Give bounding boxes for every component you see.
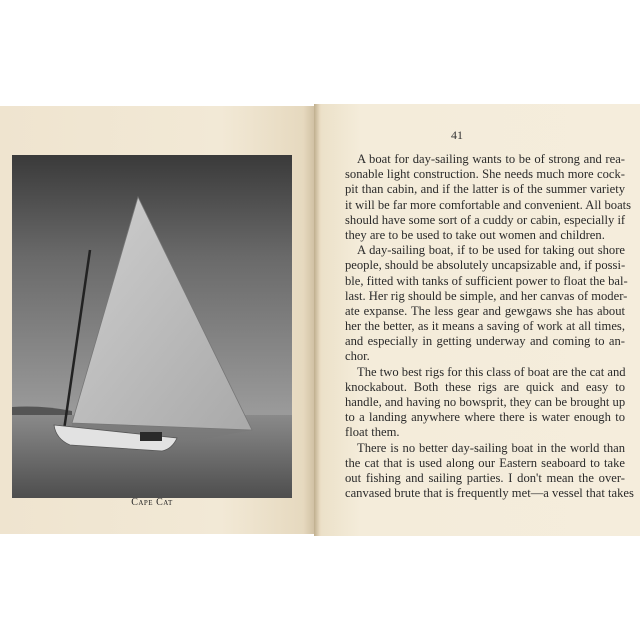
text-line: sonable light construction. She needs much more cock- bbox=[345, 167, 625, 182]
sailboat-photo bbox=[12, 155, 292, 498]
paragraph bbox=[345, 365, 625, 441]
paragraph bbox=[345, 243, 628, 365]
paragraph bbox=[345, 440, 634, 502]
text-line: the cat that is used along our Eastern seaboard to take bbox=[345, 455, 625, 470]
text-line: There is no better day-sailing boat in the world than bbox=[357, 440, 625, 455]
text-line: chor. bbox=[345, 349, 370, 364]
text-line: A day-sailing boat, if to be used for taking out shore bbox=[357, 243, 625, 258]
body-text bbox=[345, 152, 634, 501]
text-line: ble, fitted with tanks of sufficient power to float the bal- bbox=[345, 273, 628, 288]
text-line: float them. bbox=[345, 425, 400, 440]
text-line: ate expanse. The less gear and gewgaws she has about bbox=[345, 303, 625, 318]
text-line: they are to be used to take out women and children. bbox=[345, 227, 605, 242]
text-line: should have some sort of a cuddy or cabin, especially if bbox=[345, 212, 626, 227]
text-line: pit than cabin, and if the latter is of the summer variety bbox=[345, 182, 625, 197]
text-line: to a landing anywhere where there is water enough to bbox=[345, 410, 625, 425]
text-line: out fishing and sailing parties. I don't mean the over- bbox=[345, 470, 625, 485]
text-line: it will be far more comfortable and convenient. All boats bbox=[345, 197, 632, 212]
text-line: last. Her rig should be simple, and her canvas of moder- bbox=[345, 288, 628, 303]
text-line: and especially in getting underway and coming to an- bbox=[345, 334, 625, 349]
text-line: people, should be absolutely uncapsizable and, if possi- bbox=[345, 258, 626, 273]
page-number: 41 bbox=[451, 128, 463, 142]
text-line: canvased brute that is frequently met—a vessel that takes bbox=[345, 486, 634, 501]
text-line: her the better, as it means a saving of work at all times, bbox=[345, 319, 625, 334]
crew bbox=[140, 432, 162, 441]
photo-caption: Cape Cat bbox=[131, 497, 173, 508]
text-line: knockabout. Both these rigs are quick and easy to bbox=[345, 379, 625, 394]
text-line: A boat for day-sailing wants to be of strong and rea- bbox=[357, 152, 625, 166]
text-line: handle, and having no bowsprit, they can be brought up bbox=[345, 395, 626, 409]
paragraph bbox=[345, 152, 632, 243]
text-line: The two best rigs for this class of boat are the cat and bbox=[357, 364, 626, 379]
